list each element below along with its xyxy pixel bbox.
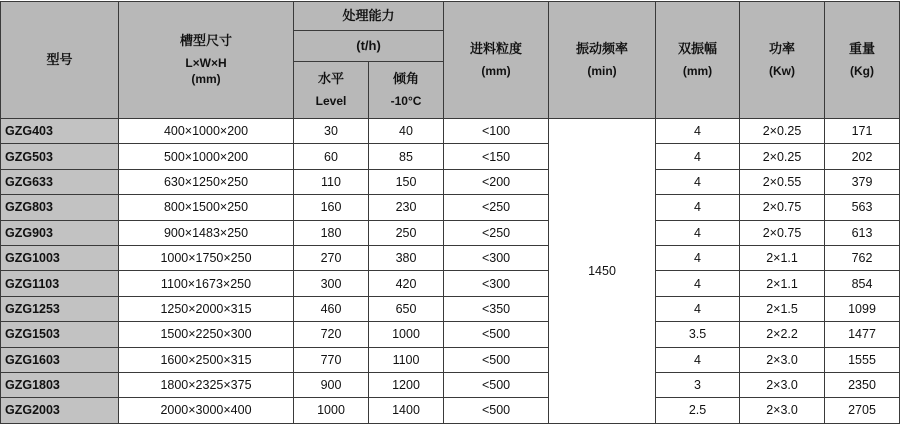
table-body xyxy=(1,119,900,424)
capacity-incline-cell: 250 xyxy=(369,220,444,245)
table-row xyxy=(1,169,900,194)
spec-table xyxy=(0,1,900,424)
amplitude-cell: 4 xyxy=(656,144,740,169)
amplitude-cell: 4 xyxy=(656,271,740,296)
size-cell: 2000×3000×400 xyxy=(119,398,294,423)
table-row xyxy=(1,347,900,372)
capacity-incline-cell: 380 xyxy=(369,245,444,270)
power-cell: 2×3.0 xyxy=(740,347,825,372)
power-cell: 2×0.75 xyxy=(740,220,825,245)
amplitude-cell: 4 xyxy=(656,169,740,194)
size-cell: 1600×2500×315 xyxy=(119,347,294,372)
capacity-level-cell: 160 xyxy=(294,195,369,220)
capacity-level-cell: 270 xyxy=(294,245,369,270)
header-capacity: 处理能力 xyxy=(294,2,444,31)
header-weight: 重量 (Kg) xyxy=(825,2,900,119)
capacity-level-cell: 300 xyxy=(294,271,369,296)
model-cell: GZG503 xyxy=(1,144,119,169)
weight-cell: 202 xyxy=(825,144,900,169)
model-cell: GZG403 xyxy=(1,119,119,144)
feed-size-cell: <250 xyxy=(444,220,549,245)
weight-cell: 2705 xyxy=(825,398,900,423)
model-cell: GZG1253 xyxy=(1,296,119,321)
capacity-level-cell: 1000 xyxy=(294,398,369,423)
power-cell: 2×2.2 xyxy=(740,322,825,347)
header-size: 槽型尺寸 L×W×H (mm) xyxy=(119,2,294,119)
header-model: 型号 xyxy=(1,2,119,119)
amplitude-cell: 4 xyxy=(656,119,740,144)
size-cell: 400×1000×200 xyxy=(119,119,294,144)
weight-cell: 854 xyxy=(825,271,900,296)
feed-size-cell: <150 xyxy=(444,144,549,169)
capacity-incline-cell: 1400 xyxy=(369,398,444,423)
size-cell: 900×1483×250 xyxy=(119,220,294,245)
feed-size-cell: <500 xyxy=(444,398,549,423)
frequency-cell: 1450 xyxy=(549,119,656,424)
size-cell: 1000×1750×250 xyxy=(119,245,294,270)
power-cell: 2×0.25 xyxy=(740,144,825,169)
power-cell: 2×1.1 xyxy=(740,245,825,270)
capacity-level-cell: 460 xyxy=(294,296,369,321)
capacity-incline-cell: 1000 xyxy=(369,322,444,347)
capacity-incline-cell: 650 xyxy=(369,296,444,321)
feed-size-cell: <200 xyxy=(444,169,549,194)
table-row xyxy=(1,119,900,144)
capacity-incline-cell: 40 xyxy=(369,119,444,144)
power-cell: 2×3.0 xyxy=(740,398,825,423)
weight-cell: 613 xyxy=(825,220,900,245)
model-cell: GZG903 xyxy=(1,220,119,245)
table-row xyxy=(1,271,900,296)
model-cell: GZG1103 xyxy=(1,271,119,296)
feed-size-cell: <300 xyxy=(444,245,549,270)
weight-cell: 1555 xyxy=(825,347,900,372)
header-level: 水平 Level xyxy=(294,62,369,119)
power-cell: 2×0.25 xyxy=(740,119,825,144)
capacity-incline-cell: 420 xyxy=(369,271,444,296)
size-cell: 800×1500×250 xyxy=(119,195,294,220)
header-incline: 倾角 -10°C xyxy=(369,62,444,119)
capacity-level-cell: 110 xyxy=(294,169,369,194)
amplitude-cell: 4 xyxy=(656,220,740,245)
weight-cell: 1477 xyxy=(825,322,900,347)
capacity-incline-cell: 1100 xyxy=(369,347,444,372)
amplitude-cell: 4 xyxy=(656,195,740,220)
power-cell: 2×1.5 xyxy=(740,296,825,321)
model-cell: GZG1503 xyxy=(1,322,119,347)
size-cell: 630×1250×250 xyxy=(119,169,294,194)
table-header xyxy=(1,2,900,119)
size-cell: 1500×2250×300 xyxy=(119,322,294,347)
table-row xyxy=(1,220,900,245)
amplitude-cell: 3 xyxy=(656,372,740,397)
amplitude-cell: 4 xyxy=(656,245,740,270)
header-power: 功率 (Kw) xyxy=(740,2,825,119)
header-capacity-unit: (t/h) xyxy=(294,31,444,62)
feed-size-cell: <300 xyxy=(444,271,549,296)
capacity-level-cell: 180 xyxy=(294,220,369,245)
table-row xyxy=(1,398,900,423)
size-cell: 1250×2000×315 xyxy=(119,296,294,321)
model-cell: GZG803 xyxy=(1,195,119,220)
model-cell: GZG2003 xyxy=(1,398,119,423)
table-row xyxy=(1,245,900,270)
size-cell: 1800×2325×375 xyxy=(119,372,294,397)
feed-size-cell: <500 xyxy=(444,322,549,347)
table-row xyxy=(1,296,900,321)
header-feed-size: 进料粒度 (mm) xyxy=(444,2,549,119)
capacity-incline-cell: 85 xyxy=(369,144,444,169)
capacity-incline-cell: 150 xyxy=(369,169,444,194)
power-cell: 2×1.1 xyxy=(740,271,825,296)
size-cell: 1100×1673×250 xyxy=(119,271,294,296)
header-frequency: 振动频率 (min) xyxy=(549,2,656,119)
power-cell: 2×0.55 xyxy=(740,169,825,194)
weight-cell: 1099 xyxy=(825,296,900,321)
weight-cell: 171 xyxy=(825,119,900,144)
amplitude-cell: 3.5 xyxy=(656,322,740,347)
capacity-level-cell: 770 xyxy=(294,347,369,372)
capacity-incline-cell: 1200 xyxy=(369,372,444,397)
weight-cell: 2350 xyxy=(825,372,900,397)
capacity-level-cell: 60 xyxy=(294,144,369,169)
feed-size-cell: <100 xyxy=(444,119,549,144)
power-cell: 2×0.75 xyxy=(740,195,825,220)
capacity-level-cell: 720 xyxy=(294,322,369,347)
weight-cell: 563 xyxy=(825,195,900,220)
size-cell: 500×1000×200 xyxy=(119,144,294,169)
table-row xyxy=(1,372,900,397)
feed-size-cell: <350 xyxy=(444,296,549,321)
table-row xyxy=(1,195,900,220)
model-cell: GZG1603 xyxy=(1,347,119,372)
weight-cell: 762 xyxy=(825,245,900,270)
weight-cell: 379 xyxy=(825,169,900,194)
capacity-level-cell: 30 xyxy=(294,119,369,144)
amplitude-cell: 4 xyxy=(656,296,740,321)
feed-size-cell: <250 xyxy=(444,195,549,220)
model-cell: GZG633 xyxy=(1,169,119,194)
model-cell: GZG1003 xyxy=(1,245,119,270)
feed-size-cell: <500 xyxy=(444,372,549,397)
model-cell: GZG1803 xyxy=(1,372,119,397)
header-amplitude: 双振幅 (mm) xyxy=(656,2,740,119)
table-row xyxy=(1,144,900,169)
feed-size-cell: <500 xyxy=(444,347,549,372)
amplitude-cell: 4 xyxy=(656,347,740,372)
capacity-level-cell: 900 xyxy=(294,372,369,397)
capacity-incline-cell: 230 xyxy=(369,195,444,220)
table-row xyxy=(1,322,900,347)
power-cell: 2×3.0 xyxy=(740,372,825,397)
amplitude-cell: 2.5 xyxy=(656,398,740,423)
